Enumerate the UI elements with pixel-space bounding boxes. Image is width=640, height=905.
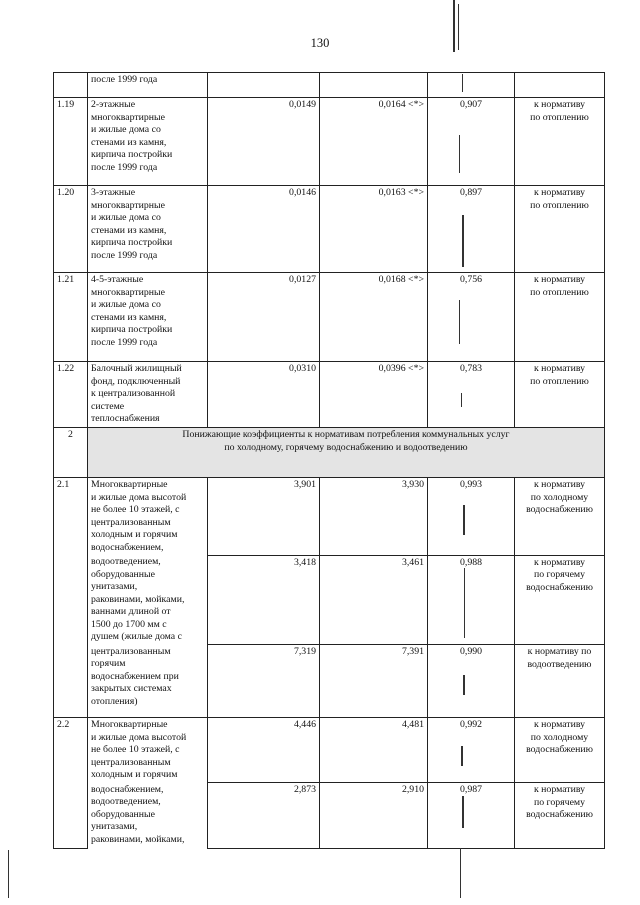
row-name: водоснабжением, водоотведением, оборудованные унитазами, раковинами, мойками,	[88, 783, 208, 849]
value-cell: 0,0146	[208, 186, 320, 273]
scan-artifact	[462, 796, 464, 828]
note-cell: к нормативу по холодному водоснабжению	[515, 478, 605, 556]
value-cell: 7,319	[208, 645, 320, 718]
row-name: централизованным горячим водоснабжением при закрытых системах отопления)	[88, 645, 208, 718]
coefficients-table	[53, 72, 605, 849]
coefficient-cell: 0,783	[428, 362, 515, 428]
note-cell: к нормативу по горячему водоснабжению	[515, 555, 605, 645]
value-cell: 4,446	[208, 718, 320, 783]
row-name: после 1999 года	[88, 73, 208, 98]
row-name: 2-этажные многоквартирные и жилые дома со стенами из камня, кирпича постройки после 1999 года	[88, 98, 208, 186]
table-row	[54, 645, 605, 718]
table-row	[54, 186, 605, 273]
scan-artifact	[462, 74, 463, 92]
row-name: 4-5-этажные многоквартирные и жилые дома со стенами из камня, кирпича постройки после 1999 года	[88, 273, 208, 362]
scan-artifact	[461, 746, 463, 766]
table-row	[54, 362, 605, 428]
row-name: водоотведением, оборудованные унитазами, раковинами, мойками, ваннами длиной от 1500 до 1700 мм с душем (жилые дома с	[88, 555, 208, 645]
coefficient-cell: 0,897	[428, 186, 515, 273]
coefficient-cell: 0,990	[428, 645, 515, 718]
coefficient-cell: 0,907	[428, 98, 515, 186]
note-cell: к нормативу по отоплению	[515, 362, 605, 428]
scan-artifact	[458, 4, 459, 50]
value-cell: 4,481	[320, 718, 428, 783]
value-cell: 0,0164 <*>	[320, 98, 428, 186]
scan-artifact	[8, 850, 9, 898]
value-cell: 3,461	[320, 555, 428, 645]
page-number: 130	[310, 36, 330, 50]
scan-artifact	[462, 215, 464, 267]
coefficient-cell: 0,993	[428, 478, 515, 556]
row-name: 3-этажные многоквартирные и жилые дома со стенами из камня, кирпича постройки после 1999 года	[88, 186, 208, 273]
row-name: Многоквартирные и жилые дома высотой не более 10 этажей, с централизованным холодным и горячим	[88, 718, 208, 783]
table-row	[54, 273, 605, 362]
row-number	[54, 73, 88, 98]
scan-artifact	[459, 135, 460, 173]
note-cell: к нормативу по отоплению	[515, 186, 605, 273]
scan-artifact	[461, 393, 462, 407]
value-cell: 3,901	[208, 478, 320, 556]
row-number: 1.19	[54, 98, 88, 186]
note-cell: к нормативу по отоплению	[515, 273, 605, 362]
value-cell: 0,0310	[208, 362, 320, 428]
value-cell: 2,873	[208, 783, 320, 849]
note-cell: к нормативу по водоотведению	[515, 645, 605, 718]
coefficient-cell: 0,987	[428, 783, 515, 849]
scan-artifact	[463, 505, 465, 535]
row-number: 2.1	[54, 478, 88, 718]
row-number: 1.22	[54, 362, 88, 428]
row-number: 1.20	[54, 186, 88, 273]
coefficient-cell: 0,992	[428, 718, 515, 783]
note-cell: к нормативу по отоплению	[515, 98, 605, 186]
row-name: Балочный жилищный фонд, подключенный к централизованной системе теплоснабжения	[88, 362, 208, 428]
table-row	[54, 478, 605, 556]
section-number: 2	[54, 428, 88, 478]
scan-artifact	[460, 848, 461, 898]
coefficient-cell: 0,756	[428, 273, 515, 362]
value-cell: 0,0163 <*>	[320, 186, 428, 273]
scan-artifact	[459, 300, 460, 344]
value-cell: 3,930	[320, 478, 428, 556]
scan-artifact	[464, 568, 465, 638]
value-cell: 7,391	[320, 645, 428, 718]
value-cell: 0,0168 <*>	[320, 273, 428, 362]
table-row	[54, 98, 605, 186]
value-cell: 3,418	[208, 555, 320, 645]
row-name: Многоквартирные и жилые дома высотой не более 10 этажей, с централизованным холодным и горячим водоснабжением,	[88, 478, 208, 556]
section-row	[54, 428, 605, 478]
note-cell: к нормативу по горячему водоснабжению	[515, 783, 605, 849]
table-row	[54, 73, 605, 98]
table-row	[54, 783, 605, 849]
scan-artifact	[463, 675, 465, 695]
value-cell: 0,0396 <*>	[320, 362, 428, 428]
table-row	[54, 718, 605, 783]
coefficient-cell: 0,988	[428, 555, 515, 645]
value-cell: 0,0149	[208, 98, 320, 186]
section-title: Понижающие коэффициенты к нормативам потребления коммунальных услуг по холодному, горячему водоснабжению и водоотведению	[88, 428, 605, 478]
table-row	[54, 555, 605, 645]
note-cell: к нормативу по холодному водоснабжению	[515, 718, 605, 783]
row-number: 1.21	[54, 273, 88, 362]
value-cell: 0,0127	[208, 273, 320, 362]
value-cell: 2,910	[320, 783, 428, 849]
row-number: 2.2	[54, 718, 88, 849]
scan-artifact	[453, 0, 455, 52]
